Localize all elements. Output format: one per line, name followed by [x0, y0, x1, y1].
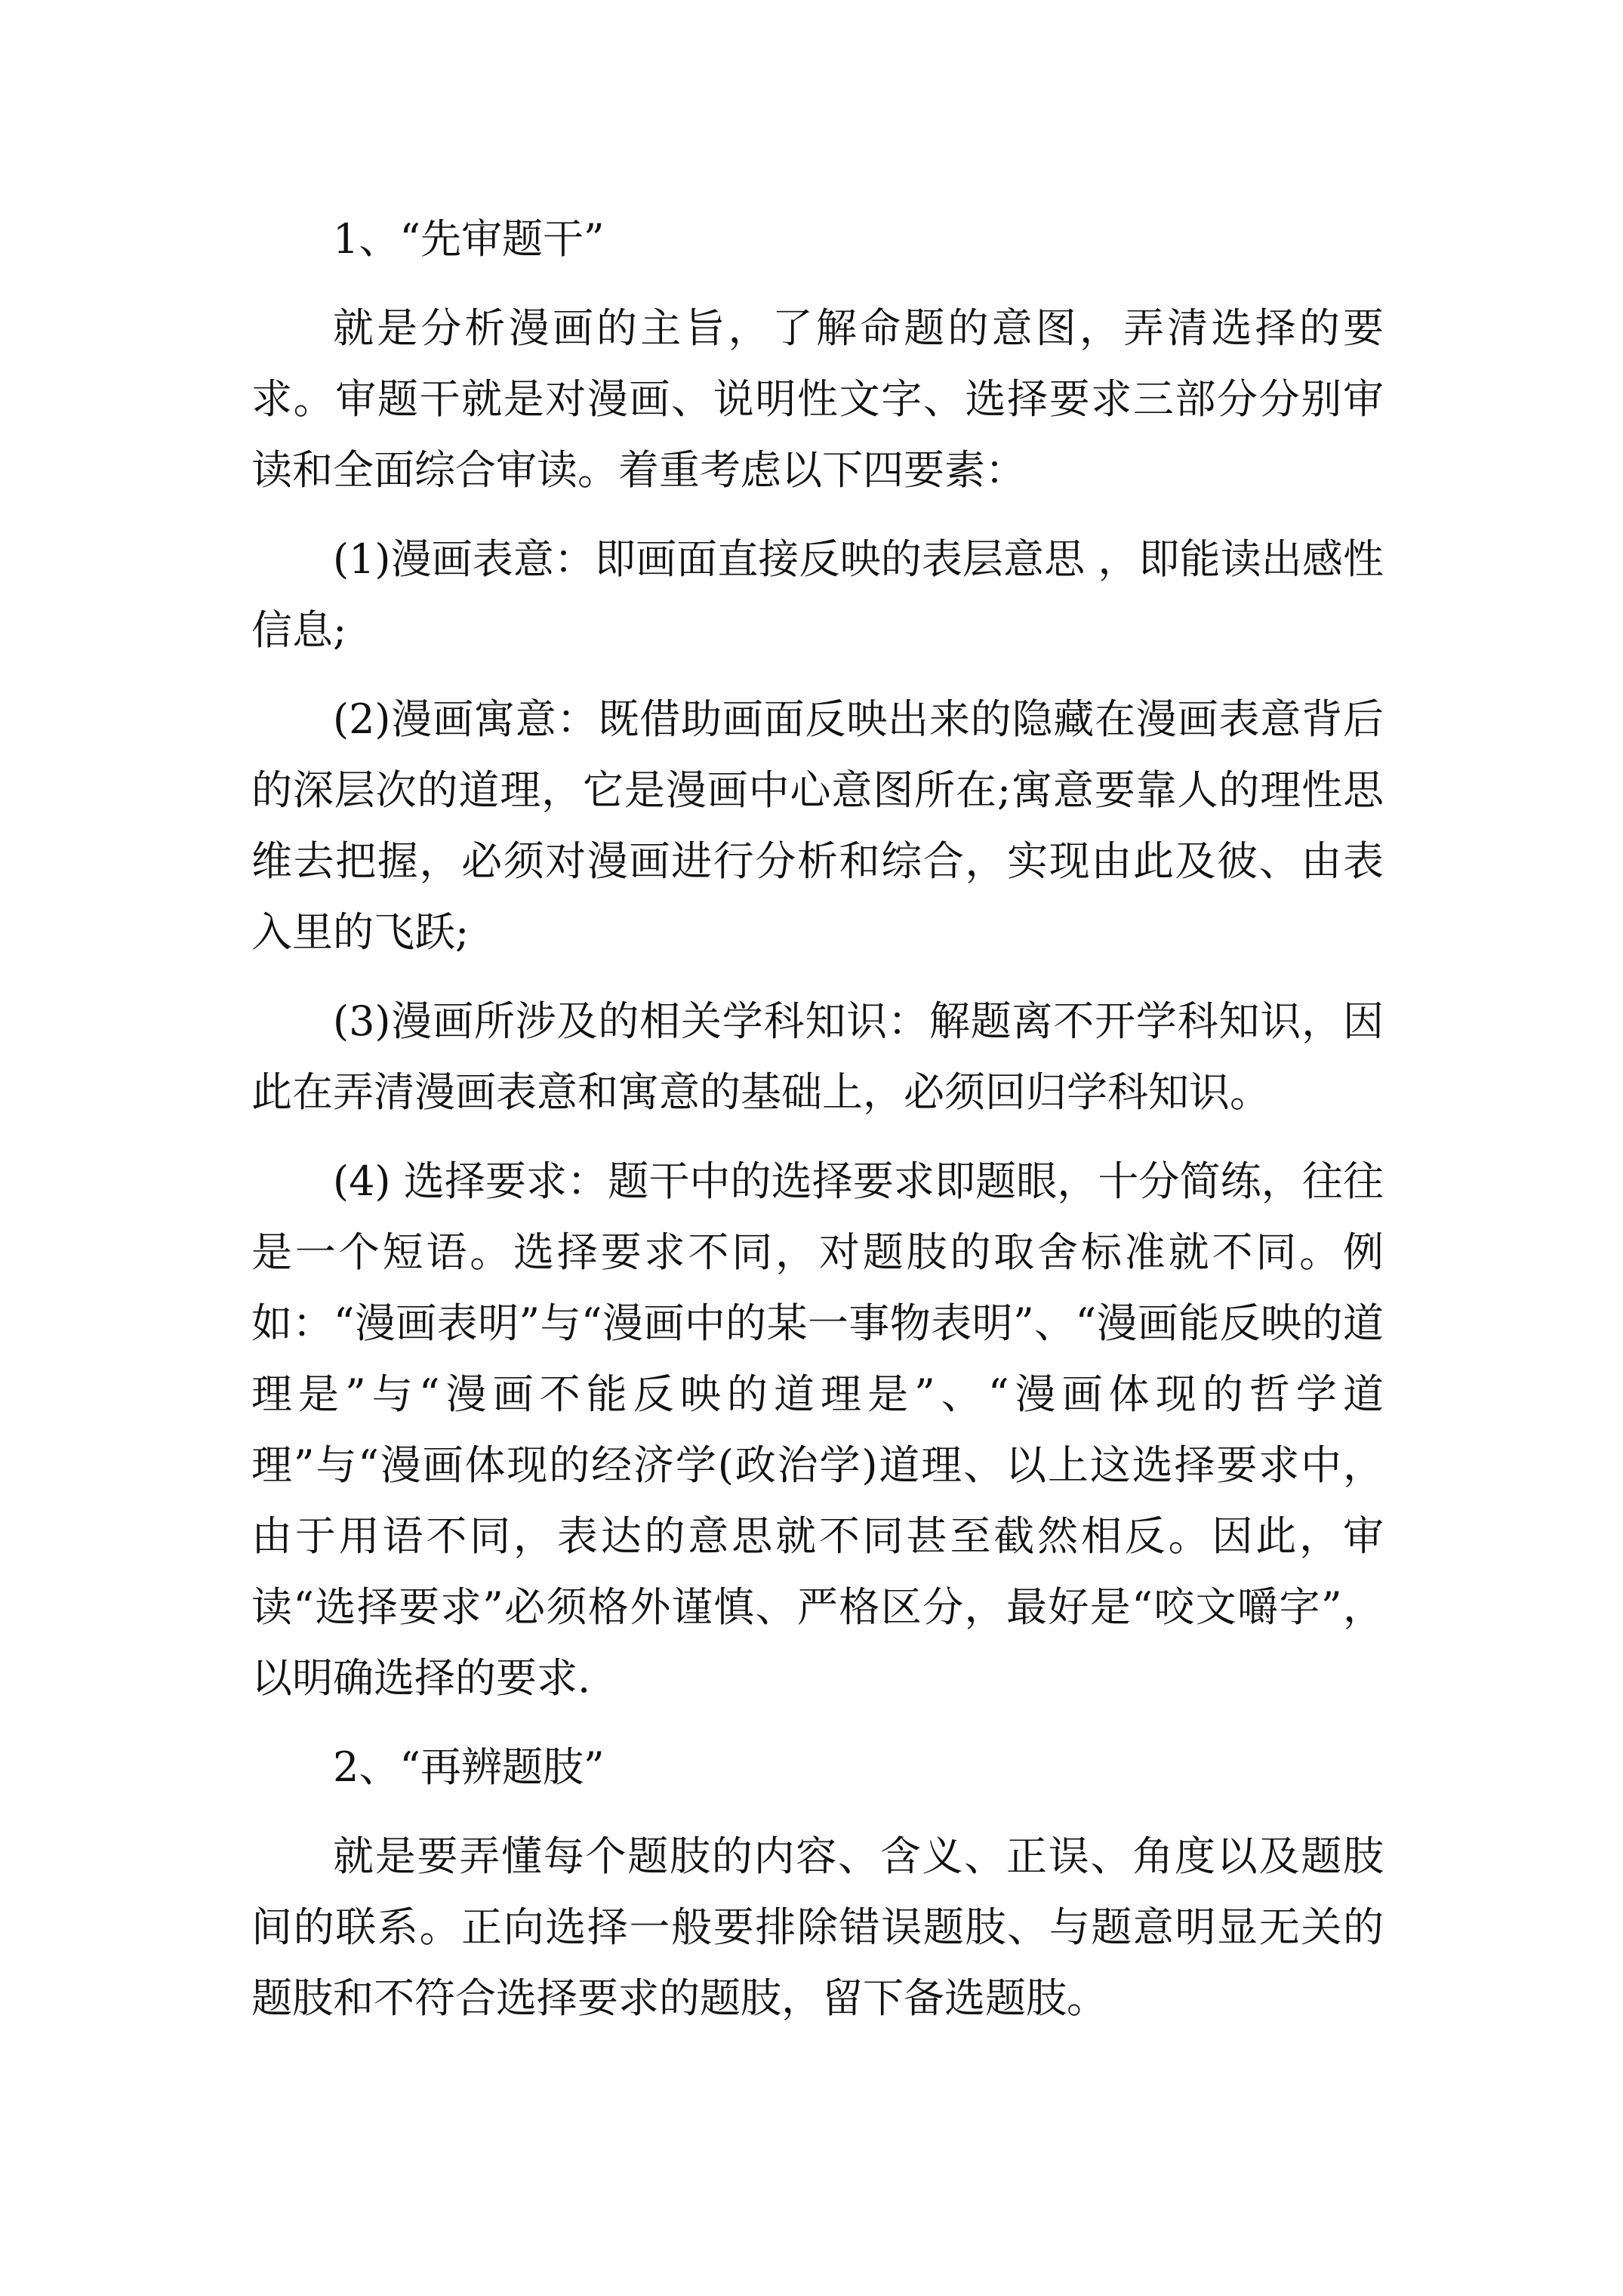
paragraph-intro: 就是分析漫画的主旨，了解命题的意图，弄清选择的要求。审题干就是对漫画、说明性文字、选择要求三部分分别审读和全面综合审读。着重考虑以下四要素：	[251, 304, 1384, 494]
paragraph-point-2: (2)漫画寓意：既借助画面反映出来的隐藏在漫画表意背后的深层次的道理，它是漫画中心意图所在;寓意要靠人的理性思维去把握，必须对漫画进行分析和综合，实现由此及彼、由表入里的飞跃;	[251, 695, 1384, 956]
document-body	[251, 204, 1384, 2052]
section-heading-1: 1、“先审题干”	[333, 215, 605, 263]
paragraph-point-1: (1)漫画表意：即画面直接反映的表层意思 ，即能读出感性信息;	[251, 535, 1384, 654]
paragraph-point-4: (4) 选择要求：题干中的选择要求即题眼，十分简练，往往是一个短语。选择要求不同，对题肢的取舍标准就不同。例如：“漫画表明”与“漫画中的某一事物表明”、“漫画能反映的道理是”与“漫画不能反映的道理是”、“漫画体现的哲学道理”与“漫画体现的经济学(政治学)道理、以上这选择要求中，由于用语不同，表达的意思就不同甚至截然相反。因此，审读“选择要求”必须格外谨慎、严格区分，最好是“咬文嚼字”，以明确选择的要求.	[251, 1157, 1384, 1702]
section-heading-2: 2、“再辨题肢”	[333, 1743, 605, 1791]
paragraph-options: 就是要弄懂每个题肢的内容、含义、正误、角度以及题肢间的联系。正向选择一般要排除错误题肢、与题意明显无关的题肢和不符合选择要求的题肢，留下备选题肢。	[251, 1832, 1384, 2022]
paragraph-point-3: (3)漫画所涉及的相关学科知识：解题离不开学科知识，因此在弄清漫画表意和寓意的基础上，必须回归学科知识。	[251, 997, 1384, 1116]
